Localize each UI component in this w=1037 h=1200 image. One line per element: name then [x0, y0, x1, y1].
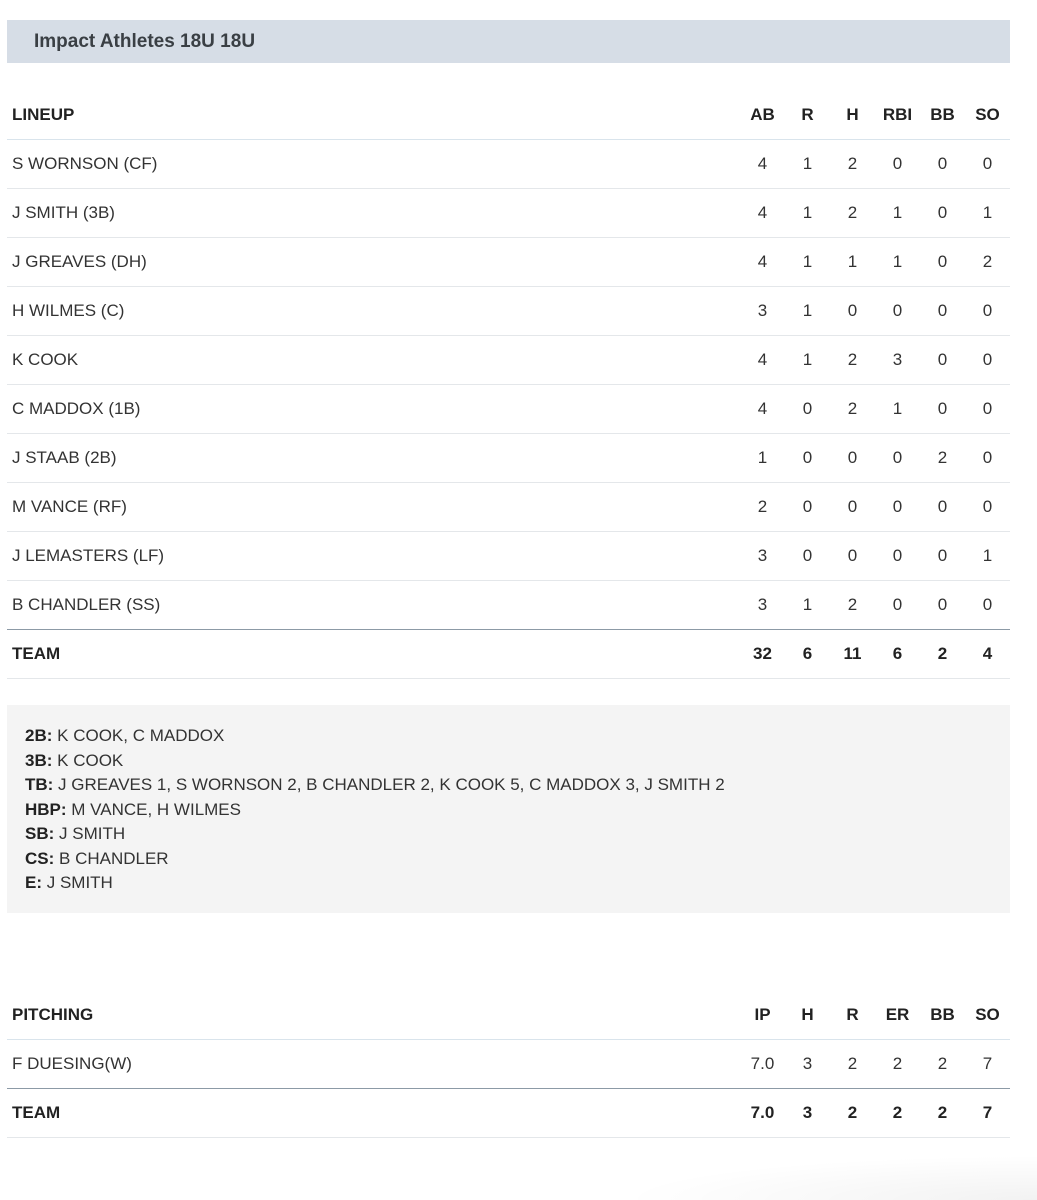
team-total-stat: 2 — [920, 1088, 965, 1137]
note-label: SB: — [25, 824, 55, 843]
stat-cell: 0 — [785, 483, 830, 532]
team-total-stat: 6 — [785, 630, 830, 679]
column-header-ab: AB — [740, 91, 785, 140]
stat-cell: 0 — [785, 532, 830, 581]
stat-cell: 1 — [875, 189, 920, 238]
team-total-label: TEAM — [7, 1088, 740, 1137]
player-name: S WORNSON (CF) — [7, 140, 740, 189]
stat-cell: 1 — [875, 238, 920, 287]
stat-cell: 0 — [920, 581, 965, 630]
batter-row — [7, 434, 1010, 483]
team-total-stat: 4 — [965, 630, 1010, 679]
stat-cell: 0 — [830, 483, 875, 532]
column-header-ip: IP — [740, 991, 785, 1040]
column-header-h: H — [830, 91, 875, 140]
team-total-stat: 11 — [830, 630, 875, 679]
lineup-header-row — [7, 91, 1010, 140]
column-header-bb: BB — [920, 991, 965, 1040]
stat-cell: 4 — [740, 189, 785, 238]
stat-cell: 2 — [920, 434, 965, 483]
batter-row — [7, 336, 1010, 385]
stat-cell: 0 — [965, 336, 1010, 385]
stat-cell: 7 — [965, 1039, 1010, 1088]
pitching-table — [7, 991, 1010, 1138]
note-line — [25, 798, 992, 823]
column-header-h: H — [785, 991, 830, 1040]
stat-cell: 0 — [920, 336, 965, 385]
batting-notes — [7, 705, 1010, 913]
player-name: J LEMASTERS (LF) — [7, 532, 740, 581]
pitching-heading: PITCHING — [7, 991, 740, 1040]
stat-cell: 0 — [965, 581, 1010, 630]
note-label: E: — [25, 873, 42, 892]
stat-cell: 0 — [965, 434, 1010, 483]
stat-cell: 0 — [875, 287, 920, 336]
stat-cell: 0 — [875, 581, 920, 630]
stat-cell: 2 — [830, 140, 875, 189]
stat-cell: 2 — [830, 1039, 875, 1088]
team-total-label: TEAM — [7, 630, 740, 679]
lineup-table — [7, 91, 1010, 679]
stat-cell: 0 — [920, 189, 965, 238]
player-name: J STAAB (2B) — [7, 434, 740, 483]
stat-cell: 0 — [875, 532, 920, 581]
team-title: Impact Athletes 18U 18U — [34, 30, 256, 52]
stat-cell: 2 — [920, 1039, 965, 1088]
stat-cell: 1 — [785, 581, 830, 630]
corner-shadow — [617, 1155, 1037, 1200]
note-label: TB: — [25, 775, 54, 794]
stat-cell: 1 — [785, 189, 830, 238]
lineup-team-total-row — [7, 630, 1010, 679]
stat-cell: 0 — [875, 434, 920, 483]
stat-cell: 0 — [965, 385, 1010, 434]
stat-cell: 0 — [965, 140, 1010, 189]
batter-row — [7, 483, 1010, 532]
stat-cell: 0 — [785, 385, 830, 434]
player-name: J SMITH (3B) — [7, 189, 740, 238]
team-total-stat: 7.0 — [740, 1088, 785, 1137]
stat-cell: 0 — [965, 483, 1010, 532]
player-name: J GREAVES (DH) — [7, 238, 740, 287]
column-header-er: ER — [875, 991, 920, 1040]
stat-cell: 3 — [875, 336, 920, 385]
batter-row — [7, 189, 1010, 238]
pitching-header-row — [7, 991, 1010, 1040]
note-label: HBP: — [25, 799, 67, 819]
team-total-stat: 2 — [830, 1088, 875, 1137]
stat-cell: 2 — [875, 1039, 920, 1088]
stat-cell: 4 — [740, 336, 785, 385]
note-line — [25, 749, 992, 774]
pitching-team-total-row — [7, 1088, 1010, 1137]
column-header-bb: BB — [920, 91, 965, 140]
player-name: B CHANDLER (SS) — [7, 581, 740, 630]
stat-cell: 2 — [830, 385, 875, 434]
pitcher-row — [7, 1039, 1010, 1088]
note-label: 3B: — [25, 750, 53, 770]
stat-cell: 1 — [785, 140, 830, 189]
note-label: CS: — [25, 848, 55, 868]
stat-cell: 0 — [920, 238, 965, 287]
column-header-so: SO — [965, 91, 1010, 140]
batter-row — [7, 287, 1010, 336]
note-value: B CHANDLER — [54, 848, 169, 868]
column-header-r: R — [785, 91, 830, 140]
batter-row — [7, 385, 1010, 434]
stat-cell: 0 — [875, 140, 920, 189]
stat-cell: 7.0 — [740, 1039, 785, 1088]
note-line — [25, 871, 992, 896]
note-line — [25, 773, 992, 798]
player-name: H WILMES (C) — [7, 287, 740, 336]
stat-cell: 1 — [830, 238, 875, 287]
stat-cell: 0 — [785, 434, 830, 483]
stat-cell: 0 — [920, 140, 965, 189]
stat-cell: 0 — [830, 532, 875, 581]
note-value: K COOK, C MADDOX — [52, 726, 225, 745]
stat-cell: 3 — [740, 287, 785, 336]
stat-cell: 0 — [920, 532, 965, 581]
note-value: J SMITH — [54, 824, 126, 843]
stat-cell: 1 — [965, 189, 1010, 238]
stat-cell: 2 — [740, 483, 785, 532]
note-line — [25, 847, 992, 872]
player-name: F DUESING(W) — [7, 1039, 740, 1088]
team-total-stat: 32 — [740, 630, 785, 679]
player-name: K COOK — [7, 336, 740, 385]
team-header — [7, 20, 1010, 63]
team-total-stat: 2 — [875, 1088, 920, 1137]
stat-cell: 4 — [740, 238, 785, 287]
column-header-rbi: RBI — [875, 91, 920, 140]
stat-cell: 2 — [965, 238, 1010, 287]
note-value: M VANCE, H WILMES — [66, 799, 241, 819]
stat-cell: 1 — [785, 336, 830, 385]
team-total-stat: 6 — [875, 630, 920, 679]
box-score — [7, 20, 1010, 1138]
column-header-so: SO — [965, 991, 1010, 1040]
note-line — [25, 822, 992, 847]
note-value: J GREAVES 1, S WORNSON 2, B CHANDLER 2, K COOK 5, C MADDOX 3, J SMITH 2 — [53, 775, 725, 794]
player-name: M VANCE (RF) — [7, 483, 740, 532]
stat-cell: 0 — [830, 287, 875, 336]
stat-cell: 0 — [875, 483, 920, 532]
note-value: J SMITH — [42, 873, 113, 892]
team-total-stat: 7 — [965, 1088, 1010, 1137]
stat-cell: 1 — [785, 238, 830, 287]
note-value: K COOK — [52, 750, 124, 770]
batter-row — [7, 581, 1010, 630]
stat-cell: 1 — [875, 385, 920, 434]
stat-cell: 3 — [740, 581, 785, 630]
stat-cell: 3 — [785, 1039, 830, 1088]
batter-row — [7, 532, 1010, 581]
stat-cell: 2 — [830, 336, 875, 385]
note-label: 2B: — [25, 726, 53, 745]
stat-cell: 2 — [830, 581, 875, 630]
stat-cell: 1 — [785, 287, 830, 336]
player-name: C MADDOX (1B) — [7, 385, 740, 434]
batter-row — [7, 238, 1010, 287]
batter-row — [7, 140, 1010, 189]
stat-cell: 0 — [920, 287, 965, 336]
lineup-heading: LINEUP — [7, 91, 740, 140]
note-line — [25, 724, 992, 749]
stat-cell: 1 — [965, 532, 1010, 581]
column-header-r: R — [830, 991, 875, 1040]
team-total-stat: 2 — [920, 630, 965, 679]
stat-cell: 0 — [965, 287, 1010, 336]
stat-cell: 0 — [920, 385, 965, 434]
stat-cell: 0 — [830, 434, 875, 483]
stat-cell: 4 — [740, 140, 785, 189]
team-total-stat: 3 — [785, 1088, 830, 1137]
stat-cell: 1 — [740, 434, 785, 483]
stat-cell: 3 — [740, 532, 785, 581]
stat-cell: 0 — [920, 483, 965, 532]
stat-cell: 2 — [830, 189, 875, 238]
stat-cell: 4 — [740, 385, 785, 434]
